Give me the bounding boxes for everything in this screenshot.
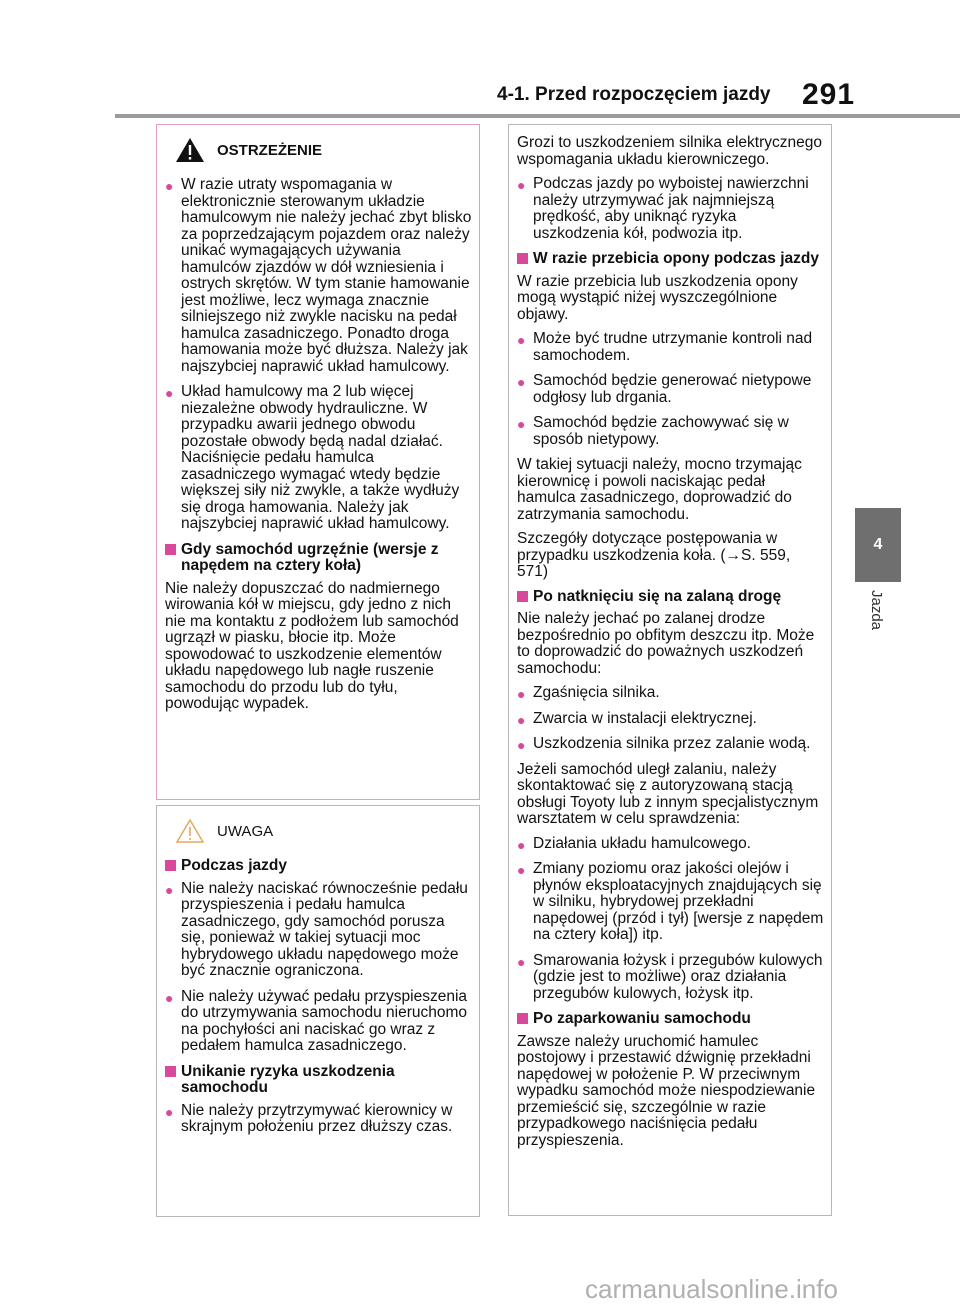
chapter-tab[interactable]: 4 bbox=[855, 508, 901, 582]
caution-box bbox=[156, 805, 480, 1217]
paragraph-text: Jeżeli samochód uległ zalaniu, należy skontaktować się z autoryzowaną stacją obsługi Toyoty lub z innym specjalistycznym warsztatem w celu sprawdzenia: bbox=[517, 760, 819, 827]
bullet-text: W razie utraty wspomagania w elektronicznie sterowanym układzie hamulcowym nie należy jechać zbyt blisko za poprzedzającym pojazdem oraz należy unikać wymagających używania hamulców zjazdów w dół wzniesienia i ostrych skrętów. W tym stanie hamowanie jest możliwe, lecz wymaga znacznie silniejszego niż zwykle nacisku na pedał hamulca zasadniczego. Ponadto droga hamowania może być dłuższa. Należy jak najszybciej naprawić układ hamulcowy. bbox=[181, 176, 472, 375]
bullet-icon: ● bbox=[165, 989, 174, 1006]
bullet-text: Samochód będzie generować nietypowe odgłosy lub drgania. bbox=[533, 372, 812, 406]
caution-header bbox=[175, 818, 479, 844]
paragraph bbox=[517, 762, 825, 828]
section-heading bbox=[165, 858, 473, 875]
paragraph bbox=[165, 581, 473, 713]
bullet-icon: ● bbox=[165, 385, 174, 401]
bullet-icon: ● bbox=[517, 836, 526, 853]
bullet-icon: ● bbox=[517, 332, 526, 348]
page-number: 291 bbox=[802, 78, 856, 111]
continued-content bbox=[509, 125, 831, 1149]
paragraph bbox=[517, 457, 825, 523]
paragraph bbox=[517, 611, 825, 677]
paragraph bbox=[517, 531, 825, 581]
caution-content bbox=[157, 858, 479, 1136]
bullet-icon: ● bbox=[517, 416, 526, 432]
square-icon bbox=[517, 253, 528, 264]
warning-box bbox=[156, 124, 480, 800]
paragraph-text: W takiej sytuacji należy, mocno trzymając kierownicę i powoli naciskając pedał hamulca zasadniczego, doprowadzić do zatrzymania samochodu. bbox=[517, 456, 802, 523]
bullet-icon: ● bbox=[165, 1103, 174, 1120]
bullet-text: Zgaśnięcia silnika. bbox=[533, 684, 660, 701]
square-icon bbox=[517, 591, 528, 602]
bullet-item bbox=[517, 953, 825, 1003]
bullet-item bbox=[165, 881, 473, 980]
bullet-text: Samochód będzie zachowywać się w sposób nietypowy. bbox=[533, 414, 789, 448]
section-heading bbox=[165, 1064, 473, 1097]
bullet-text: Nie należy naciskać równocześnie pedału przyspieszenia i pedału hamulca zasadniczego, gdy samochód porusza się, ponieważ w takiej sytuacji moc hybrydowego układu napędowego może być znacznie ograniczona. bbox=[181, 879, 468, 979]
bullet-icon: ● bbox=[165, 178, 174, 194]
paragraph-text: Nie należy dopuszczać do nadmiernego wirowania kół w miejscu, gdy jedno z nich nie ma kontaktu z podłożem lub samochód ugrzązł w piasku, błocie itp. Może spowodować to uszkodzenie elementów układu napędowego lub nagłe ruszenie samochodu do przodu lub do tyłu, powodując wypadek. bbox=[165, 579, 459, 712]
header-title: 4-1. Przed rozpoczęciem jazdy bbox=[497, 84, 771, 105]
section-heading bbox=[517, 589, 825, 606]
bullet-item bbox=[517, 836, 825, 853]
bullet-text: Nie należy używać pedału przyspieszenia do utrzymywania samochodu nieruchomo na pochyłości ani naciskać go wraz z pedałem hamulca zasadniczego. bbox=[181, 987, 468, 1054]
bullet-text: Nie należy przytrzymywać kierownicy w skrajnym położeniu przez dłuższy czas. bbox=[181, 1101, 453, 1135]
heading-text: Gdy samochód ugrzęźnie (wersje z napędem na cztery koła) bbox=[181, 540, 439, 574]
bullet-item bbox=[517, 861, 825, 944]
paragraph-text: Nie należy jechać po zalanej drodze bezpośrednio po obfitym deszczu itp. Może to doprowadzić do poważnych uszkodzeń samochodu: bbox=[517, 610, 815, 677]
heading-text: W razie przebicia opony podczas jazdy bbox=[533, 250, 819, 267]
caution-title: UWAGA bbox=[217, 822, 274, 840]
bullet-item bbox=[165, 989, 473, 1055]
bullet-icon: ● bbox=[517, 862, 526, 878]
square-icon bbox=[165, 544, 176, 555]
watermark: carmanualsonline.info bbox=[585, 1274, 838, 1304]
warning-content bbox=[157, 177, 479, 713]
heading-text: Po zaparkowaniu samochodu bbox=[533, 1010, 751, 1027]
bullet-item bbox=[517, 331, 825, 364]
bullet-icon: ● bbox=[517, 686, 526, 702]
paragraph bbox=[517, 1034, 825, 1150]
bullet-icon: ● bbox=[517, 177, 526, 193]
bullet-text: Układ hamulcowy ma 2 lub więcej niezależne obwody hydrauliczne. W przypadku awarii jednego obwodu pozostałe obwody będą nadal działać. Naciśnięcie pedału hamulca zasadniczego wymagać wtedy będzie większej siły niż zwykle, a także wydłuży się droga hamowania. Należy jak najszybciej naprawić układ hamulcowy. bbox=[181, 383, 460, 532]
bullet-item bbox=[517, 685, 825, 702]
bullet-icon: ● bbox=[517, 737, 526, 753]
continued-box bbox=[508, 124, 832, 1216]
header-rule bbox=[115, 114, 960, 118]
bullet-text: Zmiany poziomu oraz jakości olejów i płynów eksploatacyjnych znajdujących się w silniku, hybrydowej przekładni napędowej (przód i tył) [wersje z napędem na cztery koła]) itp. bbox=[533, 860, 824, 943]
bullet-text: Działania układu hamulcowego. bbox=[533, 834, 751, 852]
paragraph bbox=[517, 274, 825, 324]
bullet-text: Zwarcia w instalacji elektrycznej. bbox=[533, 709, 757, 727]
bullet-item bbox=[165, 177, 473, 375]
section-heading bbox=[517, 1011, 825, 1028]
bullet-icon: ● bbox=[517, 711, 526, 728]
square-icon bbox=[165, 1066, 176, 1077]
bullet-icon: ● bbox=[517, 374, 526, 390]
square-icon bbox=[165, 860, 176, 871]
bullet-item bbox=[165, 384, 473, 533]
bullet-item bbox=[517, 736, 825, 753]
heading-text: Po natknięciu się na zalaną drogę bbox=[533, 587, 782, 605]
bullet-text: Uszkodzenia silnika przez zalanie wodą. bbox=[533, 735, 811, 752]
bullet-icon: ● bbox=[517, 953, 526, 970]
warning-header bbox=[175, 137, 479, 163]
section-heading bbox=[517, 251, 825, 268]
bullet-item bbox=[517, 711, 825, 728]
heading-text: Podczas jazdy bbox=[181, 857, 287, 874]
warning-title: OSTRZEŻENIE bbox=[217, 141, 323, 159]
square-icon bbox=[517, 1013, 528, 1024]
paragraph-text: Szczegóły dotyczące postępowania w przypadku uszkodzenia koła. (→S. 559, 571) bbox=[517, 530, 791, 580]
heading-text: Unikanie ryzyka uszkodzenia samochodu bbox=[181, 1062, 395, 1096]
section-heading bbox=[165, 542, 473, 575]
bullet-icon: ● bbox=[165, 881, 174, 898]
warning-triangle-icon bbox=[175, 137, 205, 163]
bullet-text: Podczas jazdy po wyboistej nawierzchni należy utrzymywać jak najmniejszą prędkość, aby uniknąć ryzyka uszkodzenia kół, podwozia itp. bbox=[533, 175, 809, 242]
bullet-item bbox=[517, 176, 825, 242]
bullet-text: Może być trudne utrzymanie kontroli nad samochodem. bbox=[533, 330, 813, 364]
chapter-label: Jazda bbox=[868, 590, 885, 631]
paragraph bbox=[517, 135, 825, 168]
caution-triangle-icon bbox=[175, 818, 205, 844]
bullet-item bbox=[165, 1103, 473, 1136]
bullet-item bbox=[517, 415, 825, 448]
paragraph-text: Grozi to uszkodzeniem silnika elektrycznego wspomagania układu kierowniczego. bbox=[517, 134, 822, 168]
bullet-text: Smarowania łożysk i przegubów kulowych (gdzie jest to możliwe) oraz działania przegubów kulowych, łożysk itp. bbox=[533, 951, 823, 1002]
paragraph-text: Zawsze należy uruchomić hamulec postojowy i przestawić dźwignię przekładni napędowej w położenie P. W przeciwnym wypadku samochód może niespodziewanie przemieścić się, szczególnie w razie przypadkowego naciśnięcia pedału przyspieszenia. bbox=[517, 1032, 816, 1149]
bullet-item bbox=[517, 373, 825, 406]
paragraph-text: W razie przebicia lub uszkodzenia opony mogą wystąpić niżej wyszczególnione objawy. bbox=[517, 272, 798, 323]
